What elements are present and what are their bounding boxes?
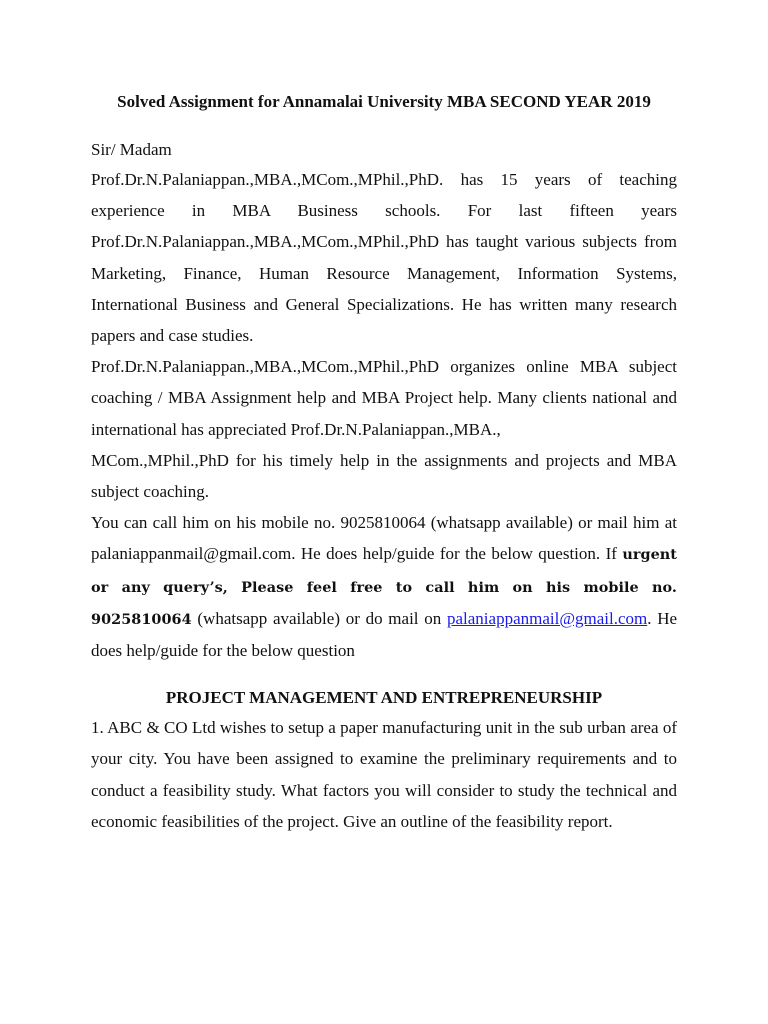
contact-line-4-end: . He does help/guide for the below question <box>91 608 678 661</box>
services-paragraph-part2: MCom.,MPhil.,PhD for his timely help in the assignments and projects and MBA subject coaching. <box>91 450 677 502</box>
services-paragraph <box>91 351 677 507</box>
intro-paragraph: Prof.Dr.N.Palaniappan.,MBA.,MCom.,MPhil.,PhD. has 15 years of teaching experience in MBA Business schools. For last fifteen years Prof.Dr.N.Palaniappan.,MBA.,MCom.,MPhil.,PhD has taught various subjects from Marketing, Finance, Human Resource Management, Information Systems, International Business and General Specializations. He has written many research papers and case studies. <box>91 170 677 346</box>
contact-paragraph <box>91 507 677 666</box>
document-title: Solved Assignment for Annamalai University MBA SECOND YEAR 2019 <box>117 92 651 111</box>
contact-line-4-start: (whatsapp available) or do mail on <box>197 608 442 628</box>
salutation: Sir/ Madam <box>91 140 172 159</box>
document-page <box>91 88 677 837</box>
question-1: 1. ABC & CO Ltd wishes to setup a paper manufacturing unit in the sub urban area of your city. You have been assigned to examine the preliminary requirements and to conduct a feasibility study. What factors you will consider to study the technical and economic feasibilities of the project. Give an outline of the feasibility report. <box>91 718 677 831</box>
contact-line-2: at palaniappanmail@gmail.com. He does help/guide for the below question. If <box>91 513 678 564</box>
email-link[interactable]: palaniappanmail@gmail.com <box>446 608 648 628</box>
services-paragraph-part1: Prof.Dr.N.Palaniappan.,MBA.,MCom.,MPhil.,PhD organizes online MBA subject coaching / MBA Assignment help and MBA Project help. Many clients national and international has appreciated Prof.Dr.N.Palaniappan.,MBA., <box>91 357 677 439</box>
section-heading: PROJECT MANAGEMENT AND ENTREPRENEURSHIP <box>165 688 603 708</box>
contact-line-1: You can call him on his mobile no. 9025810064 (whatsapp available) or mail him <box>91 513 660 533</box>
contact-urgent-line: urgent or any query’s, Please feel free to call him on his mobile no. 9025810064 <box>91 546 677 628</box>
